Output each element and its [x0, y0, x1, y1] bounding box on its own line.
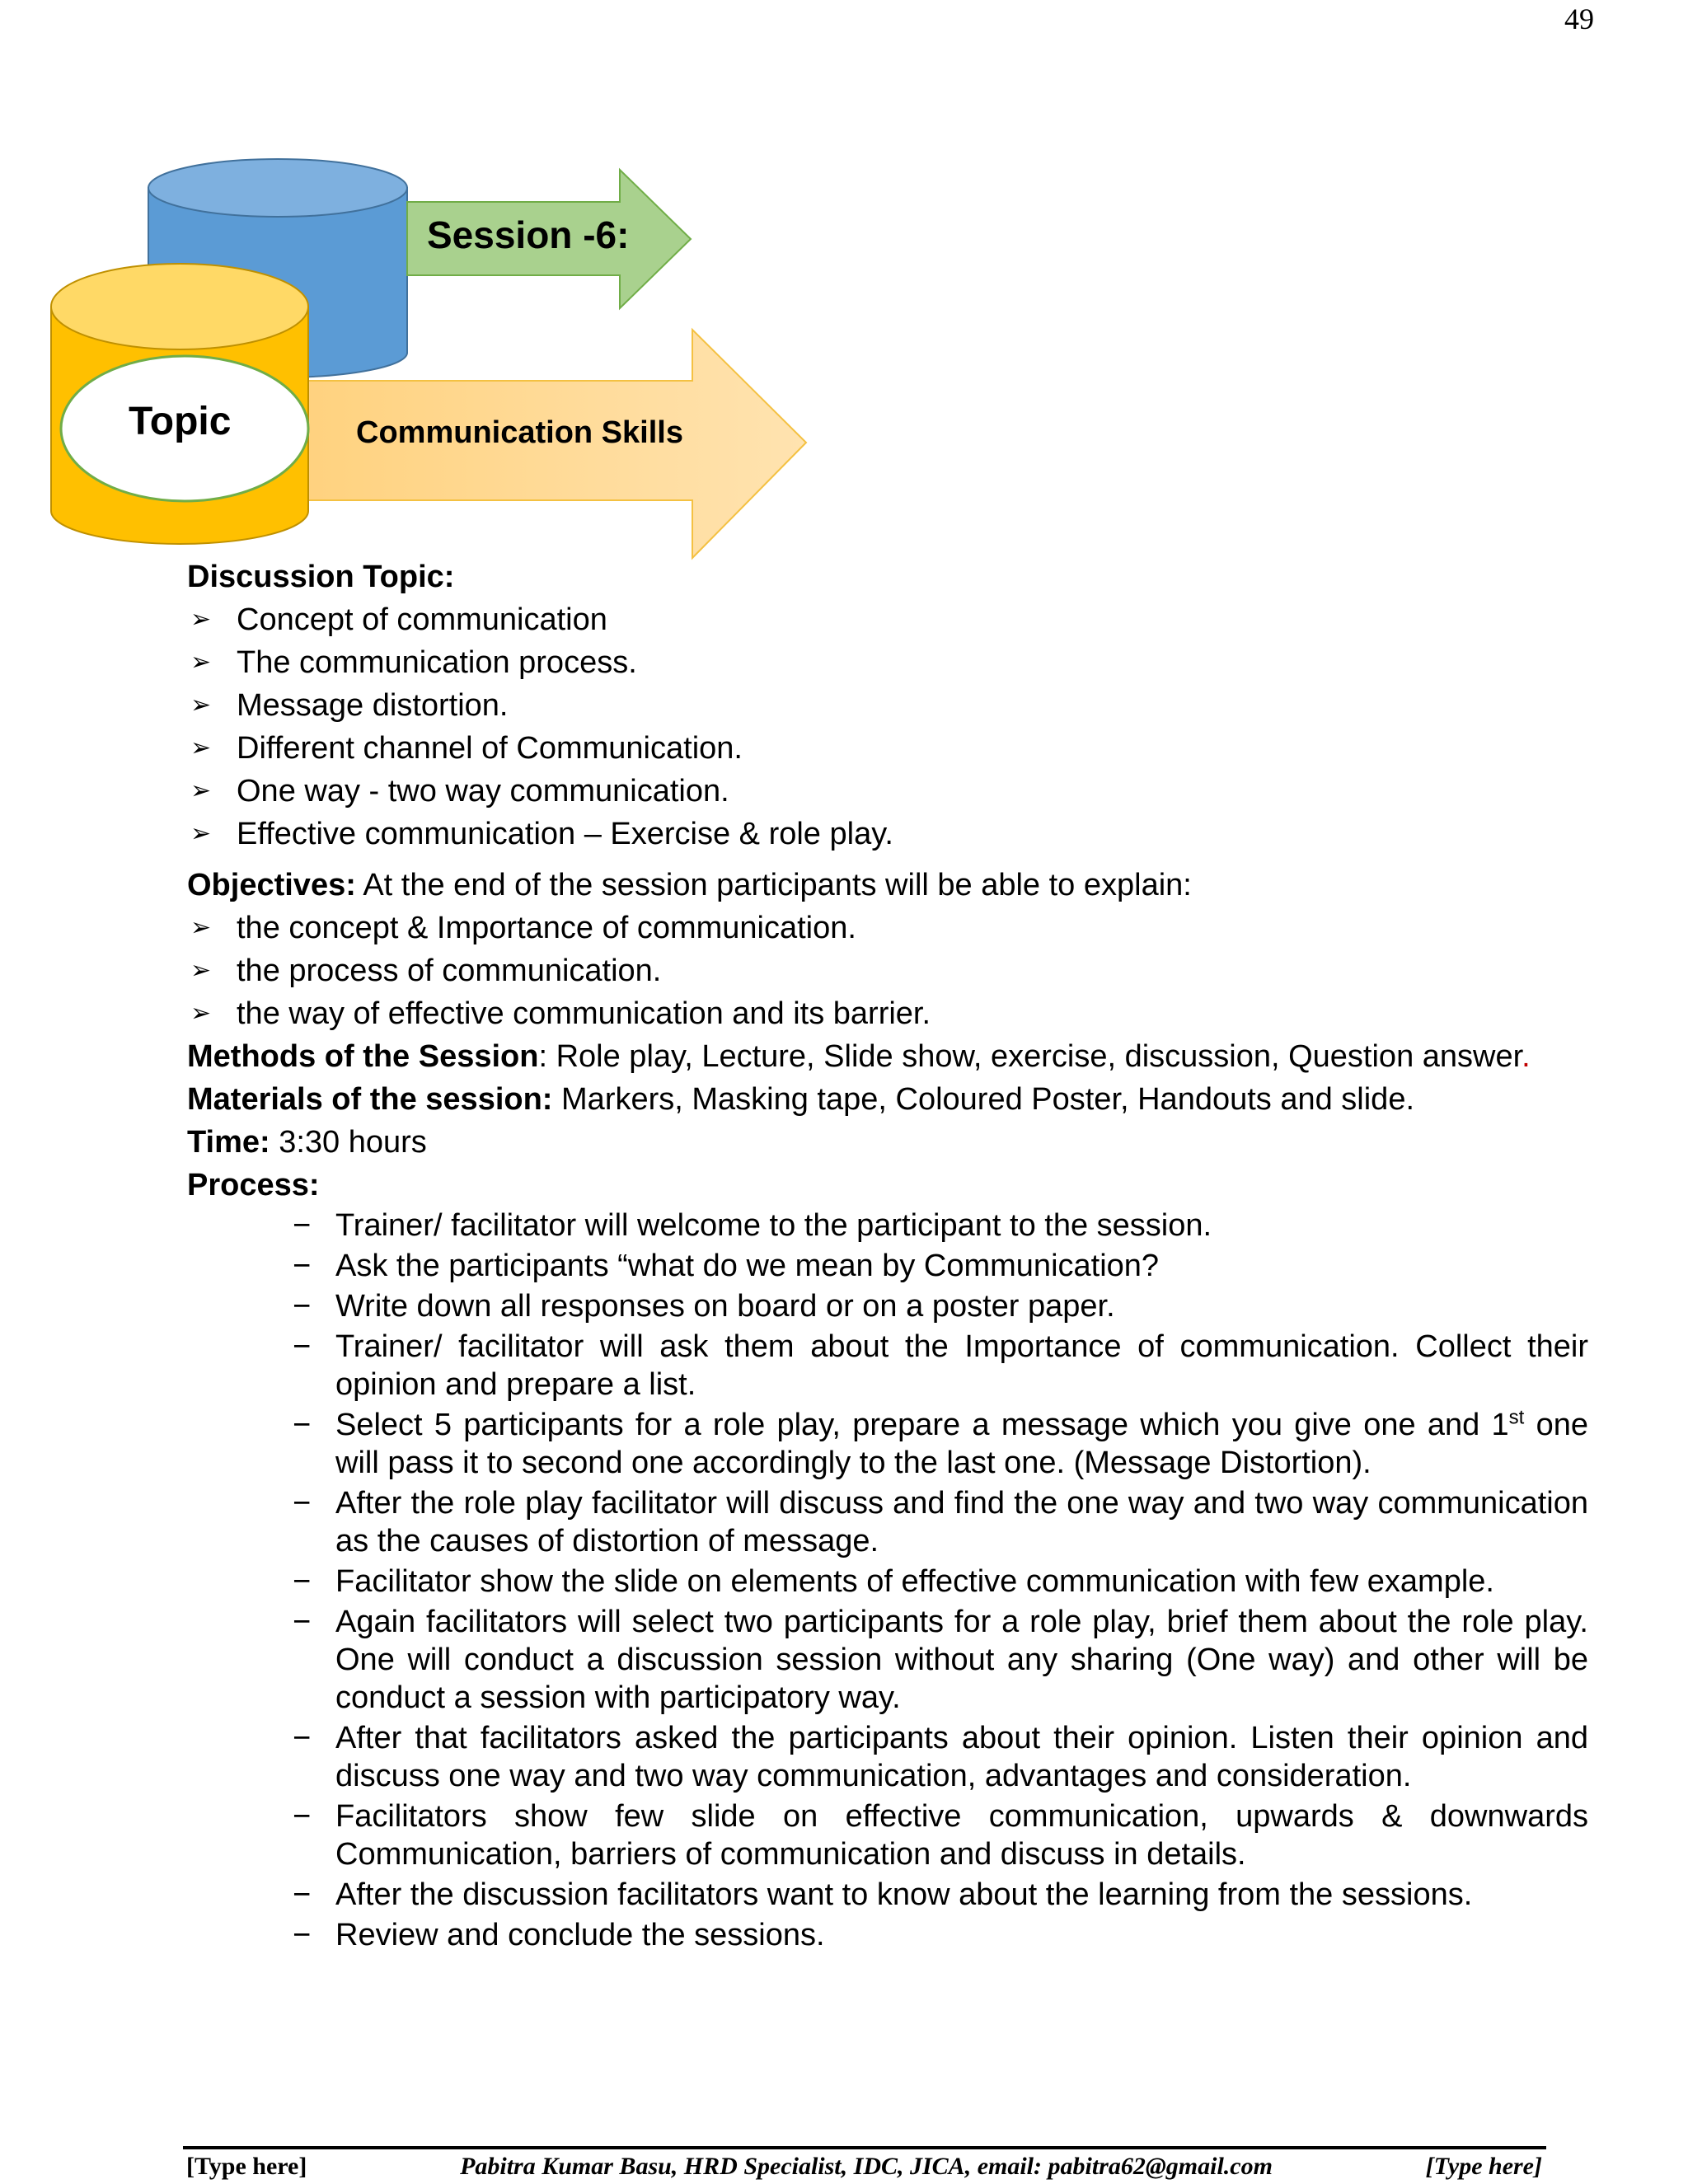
ordinal-suffix: st — [1508, 1406, 1525, 1429]
arrow-bullet-icon: ➢ — [190, 914, 212, 941]
dash-bullet: − — [293, 1918, 312, 1952]
dash-bullet: − — [293, 1721, 312, 1755]
methods-section — [187, 1035, 1588, 1078]
list-item: ➢ One way - two way communication. — [187, 770, 1588, 813]
header-shapes — [0, 0, 907, 577]
time-label: Time: — [187, 1125, 270, 1160]
arrow-bullet-icon: ➢ — [190, 734, 212, 762]
discussion-list — [187, 598, 1588, 855]
list-item: − After the discussion facilitators want to know about the learning from the sessions. — [293, 1877, 1473, 1912]
materials-text: Markers, Masking tape, Coloured Poster, Handouts and slide. — [552, 1082, 1415, 1117]
list-item: − After that facilitators asked the participants about their opinion. Listen their opinion and discuss one way and two way communication, advantages and consideration. — [293, 1721, 1588, 1793]
list-item: ➢ Concept of communication — [187, 598, 1588, 641]
dash-bullet: − — [293, 1799, 312, 1834]
dash-bullet: − — [293, 1877, 312, 1912]
topic-label: Topic — [129, 400, 232, 443]
list-item: − Facilitator show the slide on elements of effective communication with few example. — [293, 1564, 1494, 1599]
objectives-list — [187, 907, 1588, 1035]
footer-divider — [183, 2146, 1546, 2149]
process-list — [187, 1207, 1588, 1954]
dash-bullet: − — [293, 1289, 312, 1324]
session-header-graphic — [0, 0, 907, 577]
dash-bullet: − — [293, 1564, 312, 1599]
arrow-bullet-icon: ➢ — [190, 649, 212, 676]
arrow-bullet-icon: ➢ — [190, 606, 212, 633]
list-item: ➢ the concept & Importance of communication. — [187, 907, 1588, 949]
list-item: ➢ the way of effective communication and its barrier. — [187, 992, 1588, 1035]
list-item: ➢ The communication process. — [187, 641, 1588, 684]
arrow-bullet-icon: ➢ — [190, 1000, 212, 1027]
list-item: − Trainer/ facilitator will ask them about the Importance of communication. Collect their opinion and prepare a list. — [293, 1329, 1588, 1402]
discussion-heading: Discussion Topic: — [187, 560, 455, 594]
list-item: − After the role play facilitator will discuss and find the one way and two way communication as the causes of distortion of message. — [293, 1486, 1588, 1558]
list-item: ➢ Different channel of Communication. — [187, 727, 1588, 770]
arrow-bullet-icon: ➢ — [190, 777, 212, 804]
list-item: − Trainer/ facilitator will welcome to the participant to the session. — [293, 1208, 1212, 1243]
topic-title: Communication Skills — [356, 415, 683, 450]
methods-label: Methods of the Session — [187, 1039, 539, 1074]
list-item: − Select 5 participants for a role play, prepare a message which you give one and 1st one will pass it to second one accordingly to the last one. (Message Distortion). — [293, 1406, 1588, 1480]
objectives-label: Objectives: — [187, 868, 356, 902]
time-text: 3:30 hours — [270, 1125, 427, 1160]
dash-bullet: − — [293, 1486, 312, 1521]
arrow-bullet-icon: ➢ — [190, 691, 212, 719]
arrow-bullet-icon: ➢ — [190, 820, 212, 847]
arrow-bullet-icon: ➢ — [190, 957, 212, 984]
footer-left: [Type here] — [186, 2153, 307, 2180]
list-item: − Write down all responses on board or on a poster paper. — [293, 1289, 1115, 1324]
session-content — [187, 555, 1588, 1957]
dash-bullet: − — [293, 1249, 312, 1283]
list-item: − Again facilitators will select two participants for a role play, brief them about the role play. One will conduct a discussion session without any sharing (One way) and other will be conduct a session with participatory way. — [293, 1605, 1588, 1715]
footer-right: [Type here] — [1425, 2153, 1542, 2180]
list-item: − Facilitators show few slide on effective communication, upwards & downwards Communication, barriers of communication and discuss in details. — [293, 1799, 1588, 1872]
objectives-intro: At the end of the session participants will be able to explain: — [355, 868, 1192, 902]
list-item: ➢ the process of communication. — [187, 949, 1588, 992]
discussion-section — [187, 555, 1588, 598]
process-label: Process: — [187, 1168, 320, 1202]
methods-text: : Role play, Lecture, Slide show, exercise, discussion, Question answer — [538, 1039, 1522, 1074]
page-footer — [186, 2153, 1542, 2181]
materials-section — [187, 1078, 1588, 1121]
page-number: 49 — [1564, 2, 1594, 35]
list-item: − Review and conclude the sessions. — [293, 1918, 825, 1952]
process-section — [187, 1164, 1588, 1207]
materials-label: Materials of the session: — [187, 1082, 553, 1117]
dash-bullet: − — [293, 1408, 312, 1442]
session-label: Session -6: — [427, 213, 630, 256]
list-item: ➢ Message distortion. — [187, 684, 1588, 727]
methods-end: . — [1522, 1039, 1531, 1074]
list-item: ➢ Effective communication – Exercise & role play. — [187, 813, 1588, 855]
dash-bullet: − — [293, 1208, 312, 1243]
time-section — [187, 1121, 1588, 1164]
dash-bullet: − — [293, 1329, 312, 1364]
list-item: − Ask the participants “what do we mean by Communication? — [293, 1249, 1160, 1283]
footer-author: Pabitra Kumar Basu, HRD Specialist, IDC, JICA, email: pabitra62@gmail.com — [460, 2153, 1273, 2180]
objectives-section — [187, 864, 1588, 907]
dash-bullet: − — [293, 1605, 312, 1639]
